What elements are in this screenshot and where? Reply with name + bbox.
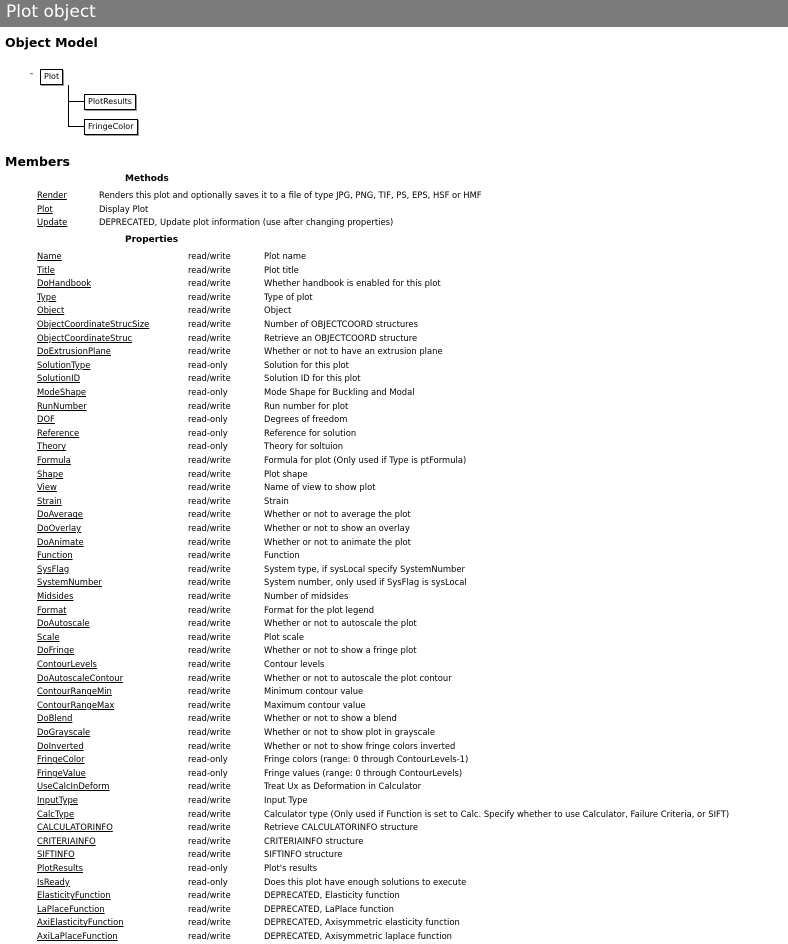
property-access: read-only xyxy=(188,767,228,778)
property-access: read/write xyxy=(188,917,231,928)
property-link[interactable]: DoAutoscale xyxy=(37,618,90,629)
property-description: Solution for this plot xyxy=(264,359,349,370)
property-description: System type, if sysLocal specify SystemNumber xyxy=(264,563,465,574)
property-row xyxy=(0,631,788,645)
property-access: read/write xyxy=(188,808,231,819)
property-row xyxy=(0,427,788,441)
property-description: Format for the plot legend xyxy=(264,604,375,615)
property-description: Whether or not to autoscale the plot contour xyxy=(264,672,452,683)
property-link[interactable]: SolutionType xyxy=(37,359,91,370)
property-link[interactable]: ObjectCoordinateStrucSize xyxy=(37,319,150,329)
property-description: Reference for solution xyxy=(264,427,357,438)
property-description: Plot's results xyxy=(264,863,318,873)
property-link[interactable]: DOF xyxy=(37,414,55,425)
property-link[interactable]: RunNumber xyxy=(37,400,87,411)
property-link[interactable]: DoGrayscale xyxy=(37,727,91,737)
property-access: read/write xyxy=(188,713,231,724)
property-access: read/write xyxy=(188,822,231,833)
property-access: read/write xyxy=(188,645,231,656)
property-link[interactable]: DoExtrusionPlane xyxy=(37,346,111,357)
object-model-diagram xyxy=(0,60,200,140)
property-row xyxy=(0,767,788,781)
property-link[interactable]: FringeValue xyxy=(37,767,86,778)
property-link[interactable]: DoAnimate xyxy=(37,536,84,547)
property-description: Plot title xyxy=(264,264,299,275)
method-link[interactable]: Update xyxy=(37,217,68,228)
property-row xyxy=(0,930,788,944)
property-access: read-only xyxy=(188,441,228,452)
property-link[interactable]: IsReady xyxy=(37,876,70,887)
property-row xyxy=(0,712,788,726)
property-access: read/write xyxy=(188,319,231,329)
property-row xyxy=(0,808,788,822)
property-access: read-only xyxy=(188,876,228,887)
property-description: DEPRECATED, Axisymmetric laplace function xyxy=(264,931,452,941)
property-row xyxy=(0,291,788,305)
property-description: Number of midsides xyxy=(264,591,349,601)
property-access: read/write xyxy=(188,400,231,411)
property-link[interactable]: PlotResults xyxy=(37,863,84,873)
property-row xyxy=(0,440,788,454)
property-access: read/write xyxy=(188,781,231,792)
property-access: read-only xyxy=(188,414,228,425)
property-access: read-only xyxy=(188,427,228,438)
property-link[interactable]: SIFTINFO xyxy=(37,849,75,860)
property-row xyxy=(0,522,788,536)
property-row xyxy=(0,250,788,264)
property-row xyxy=(0,685,788,699)
property-row xyxy=(0,277,788,291)
property-access: read/write xyxy=(188,686,231,697)
property-description: Whether handbook is enabled for this plot xyxy=(264,278,441,289)
property-row xyxy=(0,889,788,903)
property-access: read/write xyxy=(188,291,231,302)
om-node-plotresults[interactable]: PlotResults xyxy=(84,94,136,110)
property-description: Whether or not to show an overlay xyxy=(264,523,410,533)
property-access: read/write xyxy=(188,495,231,506)
property-description: Plot shape xyxy=(264,468,308,479)
members-heading: Members xyxy=(5,154,70,169)
property-description: Theory for soltuion xyxy=(264,441,344,452)
properties-heading: Properties xyxy=(125,235,179,245)
property-link[interactable]: Formula xyxy=(37,455,71,465)
property-row xyxy=(0,400,788,414)
property-link[interactable]: SolutionID xyxy=(37,373,81,384)
property-link[interactable]: View xyxy=(37,482,57,493)
property-link[interactable]: FringeColor xyxy=(37,754,85,765)
property-link[interactable]: Format xyxy=(37,604,67,615)
property-description: Does this plot have enough solutions to execute xyxy=(264,876,467,887)
property-access: read/write xyxy=(188,536,231,547)
property-description: DEPRECATED, Elasticity function xyxy=(264,890,400,901)
property-access: read/write xyxy=(188,890,231,901)
property-link[interactable]: DoHandbook xyxy=(37,278,92,289)
property-row xyxy=(0,862,788,876)
property-access: read/write xyxy=(188,604,231,615)
property-description: Minimum contour value xyxy=(264,686,364,697)
property-row xyxy=(0,345,788,359)
property-description: Treat Ux as Deformation in Calculator xyxy=(264,781,422,792)
property-description: Solution ID for this plot xyxy=(264,373,361,384)
property-access: read/write xyxy=(188,346,231,357)
property-description: Whether or not to autoscale the plot xyxy=(264,618,417,629)
property-description: Calculator type (Only used if Function is set to Calc. Specify whether to use Calculator, Failure Criteria, or SIFT) xyxy=(264,808,730,819)
om-connector xyxy=(68,126,84,127)
property-link[interactable]: SystemNumber xyxy=(37,577,102,588)
property-row xyxy=(0,536,788,550)
property-access: read-only xyxy=(188,387,228,397)
property-description: Plot name xyxy=(264,251,307,261)
property-row xyxy=(0,359,788,373)
property-description: Mode Shape for Buckling and Modal xyxy=(264,387,415,397)
om-node-fringecolor[interactable]: FringeColor xyxy=(84,119,138,135)
property-link[interactable]: DoFringe xyxy=(37,645,75,656)
property-description: DEPRECATED, Axisymmetric elasticity function xyxy=(264,917,460,928)
property-access: read/write xyxy=(188,699,231,710)
property-link[interactable]: InputType xyxy=(37,795,78,805)
property-description: Formula for plot (Only used if Type is ptFormula) xyxy=(264,455,467,465)
method-description: Display Plot xyxy=(99,203,149,214)
method-link[interactable]: Render xyxy=(37,190,67,200)
property-row xyxy=(0,726,788,740)
property-link[interactable]: ContourRangeMax xyxy=(37,699,115,710)
property-access: read/write xyxy=(188,931,231,941)
property-access: read-only xyxy=(188,754,228,765)
property-row xyxy=(0,617,788,631)
property-row xyxy=(0,468,788,482)
property-row xyxy=(0,372,788,386)
property-description: Maximum contour value xyxy=(264,699,366,710)
property-description: Whether or not to have an extrusion plane xyxy=(264,346,443,357)
property-description: Fringe colors (range: 0 through ContourLevels-1) xyxy=(264,754,469,765)
property-row xyxy=(0,604,788,618)
property-link[interactable]: LaPlaceFunction xyxy=(37,903,105,914)
property-access: read/write xyxy=(188,795,231,805)
property-access: read/write xyxy=(188,849,231,860)
method-description: DEPRECATED, Update plot information (use after changing properties) xyxy=(99,217,394,228)
property-access: read-only xyxy=(188,359,228,370)
property-access: read/write xyxy=(188,835,231,846)
property-access: read/write xyxy=(188,373,231,384)
property-description: Retrieve CALCULATORINFO structure xyxy=(264,822,419,833)
property-description: Run number for plot xyxy=(264,400,349,411)
property-description: CRITERIAINFO structure xyxy=(264,835,364,846)
property-description: Plot scale xyxy=(264,631,305,642)
method-row xyxy=(0,189,788,203)
om-connector xyxy=(68,101,84,102)
property-access: read/write xyxy=(188,550,231,561)
property-access: read/write xyxy=(188,278,231,289)
page-title: Plot object xyxy=(6,2,96,22)
property-description: Whether or not to show a blend xyxy=(264,713,397,724)
property-row xyxy=(0,753,788,767)
property-row xyxy=(0,549,788,563)
property-link[interactable]: CalcType xyxy=(37,808,75,819)
property-link[interactable]: Theory xyxy=(37,441,67,452)
methods-heading: Methods xyxy=(125,174,169,184)
property-link[interactable]: DoInverted xyxy=(37,740,84,751)
property-link[interactable]: Name xyxy=(37,251,62,261)
property-link[interactable]: ModeShape xyxy=(37,387,87,397)
collapse-icon[interactable]: - xyxy=(30,69,34,79)
property-row xyxy=(0,576,788,590)
property-description: Fringe values (range: 0 through ContourLevels) xyxy=(264,767,463,778)
property-access: read/write xyxy=(188,305,231,316)
property-link[interactable]: DoAutoscaleContour xyxy=(37,672,124,683)
property-row xyxy=(0,563,788,577)
property-row xyxy=(0,848,788,862)
property-link[interactable]: ElasticityFunction xyxy=(37,890,111,901)
property-row xyxy=(0,835,788,849)
method-description: Renders this plot and optionally saves it to a file of type JPG, PNG, TIF, PS, EPS, HSF or HMF xyxy=(99,190,482,200)
property-link[interactable]: UseCalcInDeform xyxy=(37,781,110,792)
property-access: read-only xyxy=(188,863,228,873)
property-access: read/write xyxy=(188,482,231,493)
property-link[interactable]: AxiElasticityFunction xyxy=(37,917,124,928)
property-link[interactable]: Object xyxy=(37,305,65,316)
property-description: Contour levels xyxy=(264,659,325,669)
method-link[interactable]: Plot xyxy=(37,203,53,214)
property-row xyxy=(0,413,788,427)
property-description: Whether or not to animate the plot xyxy=(264,536,411,547)
property-description: Strain xyxy=(264,495,289,506)
property-row xyxy=(0,672,788,686)
property-access: read/write xyxy=(188,672,231,683)
property-row xyxy=(0,481,788,495)
property-access: read/write xyxy=(188,618,231,629)
property-row xyxy=(0,794,788,808)
property-row xyxy=(0,508,788,522)
property-description: Whether or not to show a fringe plot xyxy=(264,645,417,656)
property-description: Input Type xyxy=(264,795,308,805)
property-link[interactable]: Reference xyxy=(37,427,80,438)
property-access: read/write xyxy=(188,264,231,275)
property-link[interactable]: CRITERIAINFO xyxy=(37,835,96,846)
property-row xyxy=(0,699,788,713)
property-access: read/write xyxy=(188,455,231,465)
property-link[interactable]: SysFlag xyxy=(37,563,70,574)
property-description: Whether or not to average the plot xyxy=(264,509,411,520)
property-description: DEPRECATED, LaPlace function xyxy=(264,903,394,914)
property-link[interactable]: CALCULATORINFO xyxy=(37,822,113,833)
property-link[interactable]: ContourLevels xyxy=(37,659,97,669)
property-row xyxy=(0,916,788,930)
property-link[interactable]: Shape xyxy=(37,468,64,479)
property-row xyxy=(0,332,788,346)
om-connector xyxy=(68,85,69,127)
property-access: read/write xyxy=(188,591,231,601)
property-description: Number of OBJECTCOORD structures xyxy=(264,319,418,329)
property-access: read/write xyxy=(188,740,231,751)
property-link[interactable]: Scale xyxy=(37,631,60,642)
method-row xyxy=(0,216,788,230)
property-row xyxy=(0,590,788,604)
property-description: Whether or not to show plot in grayscale xyxy=(264,727,436,737)
property-link[interactable]: Title xyxy=(37,264,55,275)
property-description: Function xyxy=(264,550,300,561)
property-link[interactable]: DoOverlay xyxy=(37,523,82,533)
method-row xyxy=(0,203,788,217)
title-bar xyxy=(0,0,788,27)
property-row xyxy=(0,876,788,890)
property-description: SIFTINFO structure xyxy=(264,849,343,860)
property-link[interactable]: Midsides xyxy=(37,591,74,601)
property-access: read/write xyxy=(188,523,231,533)
property-row xyxy=(0,740,788,754)
property-row xyxy=(0,386,788,400)
property-description: Retrieve an OBJECTCOORD structure xyxy=(264,332,418,343)
property-access: read/write xyxy=(188,577,231,588)
property-row xyxy=(0,780,788,794)
property-link[interactable]: AxiLaPlaceFunction xyxy=(37,931,118,941)
property-row xyxy=(0,658,788,672)
property-description: Name of view to show plot xyxy=(264,482,376,493)
property-link[interactable]: Function xyxy=(37,550,73,561)
property-row xyxy=(0,821,788,835)
property-link[interactable]: ContourRangeMin xyxy=(37,686,112,697)
property-row xyxy=(0,264,788,278)
object-model-heading: Object Model xyxy=(5,35,98,50)
property-access: read/write xyxy=(188,509,231,520)
property-description: Type of plot xyxy=(264,291,313,302)
property-description: Whether or not to show fringe colors inverted xyxy=(264,740,456,751)
property-row xyxy=(0,495,788,509)
property-description: Object xyxy=(264,305,292,316)
property-link[interactable]: ObjectCoordinateStruc xyxy=(37,332,133,343)
om-node-plot[interactable]: Plot xyxy=(40,69,63,85)
property-access: read/write xyxy=(188,631,231,642)
property-link[interactable]: DoAverage xyxy=(37,509,83,520)
property-access: read/write xyxy=(188,727,231,737)
property-link[interactable]: Type xyxy=(37,291,57,302)
property-row xyxy=(0,318,788,332)
property-access: read/write xyxy=(188,332,231,343)
property-access: read/write xyxy=(188,468,231,479)
property-description: Degrees of freedom xyxy=(264,414,348,425)
property-access: read/write xyxy=(188,251,231,261)
property-access: read/write xyxy=(188,903,231,914)
property-description: System number, only used if SysFlag is sysLocal xyxy=(264,577,467,588)
property-row xyxy=(0,903,788,917)
property-link[interactable]: DoBlend xyxy=(37,713,73,724)
property-link[interactable]: Strain xyxy=(37,495,62,506)
property-row xyxy=(0,454,788,468)
property-row xyxy=(0,644,788,658)
property-access: read/write xyxy=(188,659,231,669)
property-row xyxy=(0,304,788,318)
property-access: read/write xyxy=(188,563,231,574)
